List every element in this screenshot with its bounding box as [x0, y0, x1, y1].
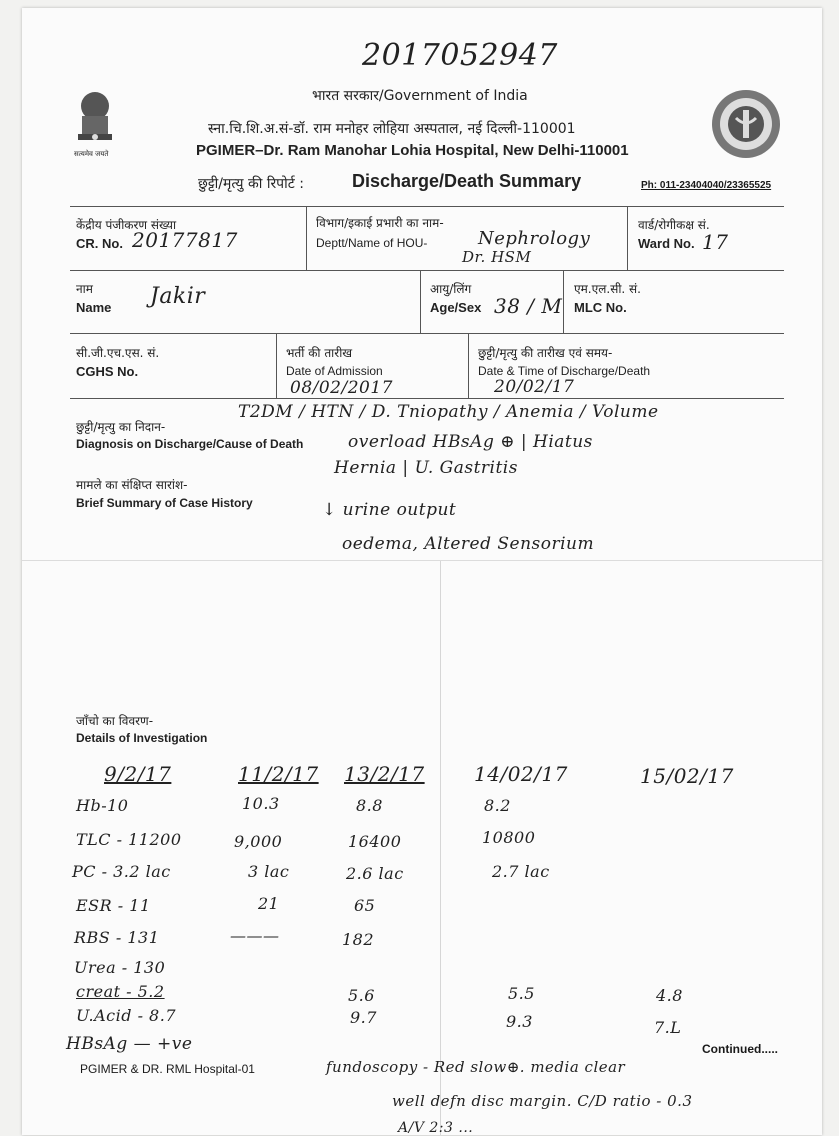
continued-note: Continued..... — [702, 1042, 778, 1056]
diagnosis-label: Diagnosis on Discharge/Cause of Death — [76, 437, 304, 451]
test-value: 10.3 — [242, 794, 280, 813]
test-name: PC - 3.2 lac — [72, 862, 171, 881]
test-value: 182 — [342, 930, 375, 949]
hou-name: Dr. HSM — [462, 248, 532, 266]
report-title: Discharge/Death Summary — [352, 171, 582, 191]
cghs-label-hindi: सी.जी.एच.एस. सं. — [76, 346, 160, 360]
admission-label: Date of Admission — [286, 364, 383, 378]
rule — [70, 270, 784, 271]
discharge-date: 20/02/17 — [494, 377, 575, 397]
summary-line-2: oedema, Altered Sensorium — [342, 534, 595, 554]
discharge-label: Date & Time of Discharge/Death — [478, 364, 651, 378]
cr-label: CR. No. — [76, 236, 123, 251]
cr-number: 20177817 — [132, 228, 238, 252]
admission-date: 08/02/2017 — [290, 378, 393, 398]
hospital-logo-icon — [710, 88, 782, 160]
test-value: 65 — [354, 896, 376, 915]
cghs-label: CGHS No. — [76, 364, 139, 379]
test-value: 16400 — [348, 832, 402, 851]
test-name: U.Acid - 8.7 — [76, 1006, 176, 1025]
phone-number: Ph: 011-23404040/23365525 — [641, 180, 772, 191]
test-name: Urea - 130 — [74, 958, 166, 977]
admission-label-hindi: भर्ती की तारीख — [286, 346, 353, 360]
fold-line-horizontal — [22, 560, 822, 561]
investigation-date-5: 15/02/17 — [640, 764, 734, 788]
rule — [420, 270, 421, 333]
test-value: 3 lac — [248, 862, 290, 881]
diagnosis-label-hindi: छुट्टी/मृत्यु का निदान- — [76, 420, 166, 434]
patient-name: Jakir — [150, 284, 206, 309]
rule — [306, 206, 307, 270]
age-sex-value: 38 / M — [494, 294, 563, 318]
diagnosis-line-1: T2DM / HTN / D. Tniopathy / Anemia / Volume — [238, 402, 659, 422]
diagnosis-line-2: overload HBsAg ⊕ | Hiatus — [348, 432, 593, 452]
cr-label-hindi: केंद्रीय पंजीकरण संख्या — [76, 218, 177, 232]
age-label-hindi: आयु/लिंग — [430, 282, 472, 296]
investigation-label: Details of Investigation — [76, 731, 208, 745]
mlc-label-hindi: एम.एल.सी. सं. — [574, 282, 641, 296]
test-value: 8.8 — [356, 796, 383, 815]
test-name: HBsAg — +ve — [66, 1034, 193, 1054]
test-value: 7.L — [654, 1018, 682, 1037]
test-name: creat - 5.2 — [76, 982, 165, 1001]
ward-label: Ward No. — [638, 236, 695, 251]
report-title-hindi: छुट्टी/मृत्यु की रिपोर्ट : — [198, 176, 304, 192]
dept-value: Nephrology — [478, 228, 591, 249]
rule — [468, 333, 469, 398]
test-value: 5.6 — [348, 986, 375, 1005]
summary-line-1: ↓ urine output — [322, 500, 457, 520]
mlc-label: MLC No. — [574, 300, 627, 315]
test-name: RBS - 131 — [74, 928, 160, 947]
diagnosis-line-3: Hernia | U. Gastritis — [334, 458, 518, 478]
investigation-date-1: 9/2/17 — [104, 762, 172, 786]
fundoscopy-line-2: well defn disc margin. C/D ratio - 0.3 — [392, 1092, 693, 1110]
summary-label: Brief Summary of Case History — [76, 496, 253, 510]
rule — [563, 270, 564, 333]
test-value: 2.7 lac — [492, 862, 550, 881]
form-code: PGIMER & DR. RML Hospital-01 — [80, 1062, 255, 1076]
hospital-name-hindi: स्ना.चि.शि.अ.सं-डॉ. राम मनोहर लोहिया अस्पताल, नई दिल्ली-110001 — [208, 121, 576, 137]
test-name: TLC - 11200 — [76, 830, 182, 849]
test-value: 5.5 — [508, 984, 535, 1003]
dept-label: Deptt/Name of HOU- — [316, 236, 428, 250]
name-label-hindi: नाम — [76, 282, 93, 296]
rule — [70, 333, 784, 334]
test-value: 9,000 — [234, 832, 283, 851]
test-value: 8.2 — [484, 796, 511, 815]
dept-label-hindi: विभाग/इकाई प्रभारी का नाम- — [316, 216, 444, 230]
handwritten-registration-number: 2017052947 — [362, 38, 558, 73]
fundoscopy-line-1: fundoscopy - Red slow⊕. media clear — [326, 1058, 626, 1076]
ward-number: 17 — [702, 230, 729, 254]
test-value: 9.7 — [350, 1008, 377, 1027]
summary-label-hindi: मामले का संक्षिप्त सारांश- — [76, 478, 188, 492]
investigation-date-3: 13/2/17 — [344, 762, 425, 786]
age-label: Age/Sex — [430, 300, 482, 315]
test-value: ——— — [230, 926, 280, 945]
test-value: 10800 — [482, 828, 536, 847]
test-name: ESR - 11 — [76, 896, 151, 915]
test-name: Hb-10 — [76, 796, 129, 815]
emblem-caption: सत्यमेव जयते — [74, 150, 109, 158]
fundoscopy-line-3: A/V 2:3 ... — [398, 1120, 474, 1136]
investigation-date-4: 14/02/17 — [474, 762, 568, 786]
investigation-label-hindi: जाँचो का विवरण- — [76, 714, 154, 728]
rule — [70, 398, 784, 399]
test-value: 4.8 — [656, 986, 683, 1005]
ward-label-hindi: वार्ड/रोगीकक्ष सं. — [638, 218, 710, 232]
govt-line: भारत सरकार/Government of India — [312, 88, 528, 104]
investigation-date-2: 11/2/17 — [238, 762, 319, 786]
discharge-label-hindi: छुट्टी/मृत्यु की तारीख एवं समय- — [478, 346, 613, 360]
rule — [70, 206, 784, 207]
name-label: Name — [76, 300, 112, 315]
rule — [276, 333, 277, 398]
test-value: 21 — [258, 894, 280, 913]
test-value: 2.6 lac — [346, 864, 404, 883]
national-emblem-icon — [72, 88, 118, 158]
fold-line-vertical — [440, 560, 441, 1135]
rule — [627, 206, 628, 270]
test-value: 9.3 — [506, 1012, 533, 1031]
hospital-name-english: PGIMER–Dr. Ram Manohar Lohia Hospital, New Delhi-110001 — [196, 142, 629, 159]
